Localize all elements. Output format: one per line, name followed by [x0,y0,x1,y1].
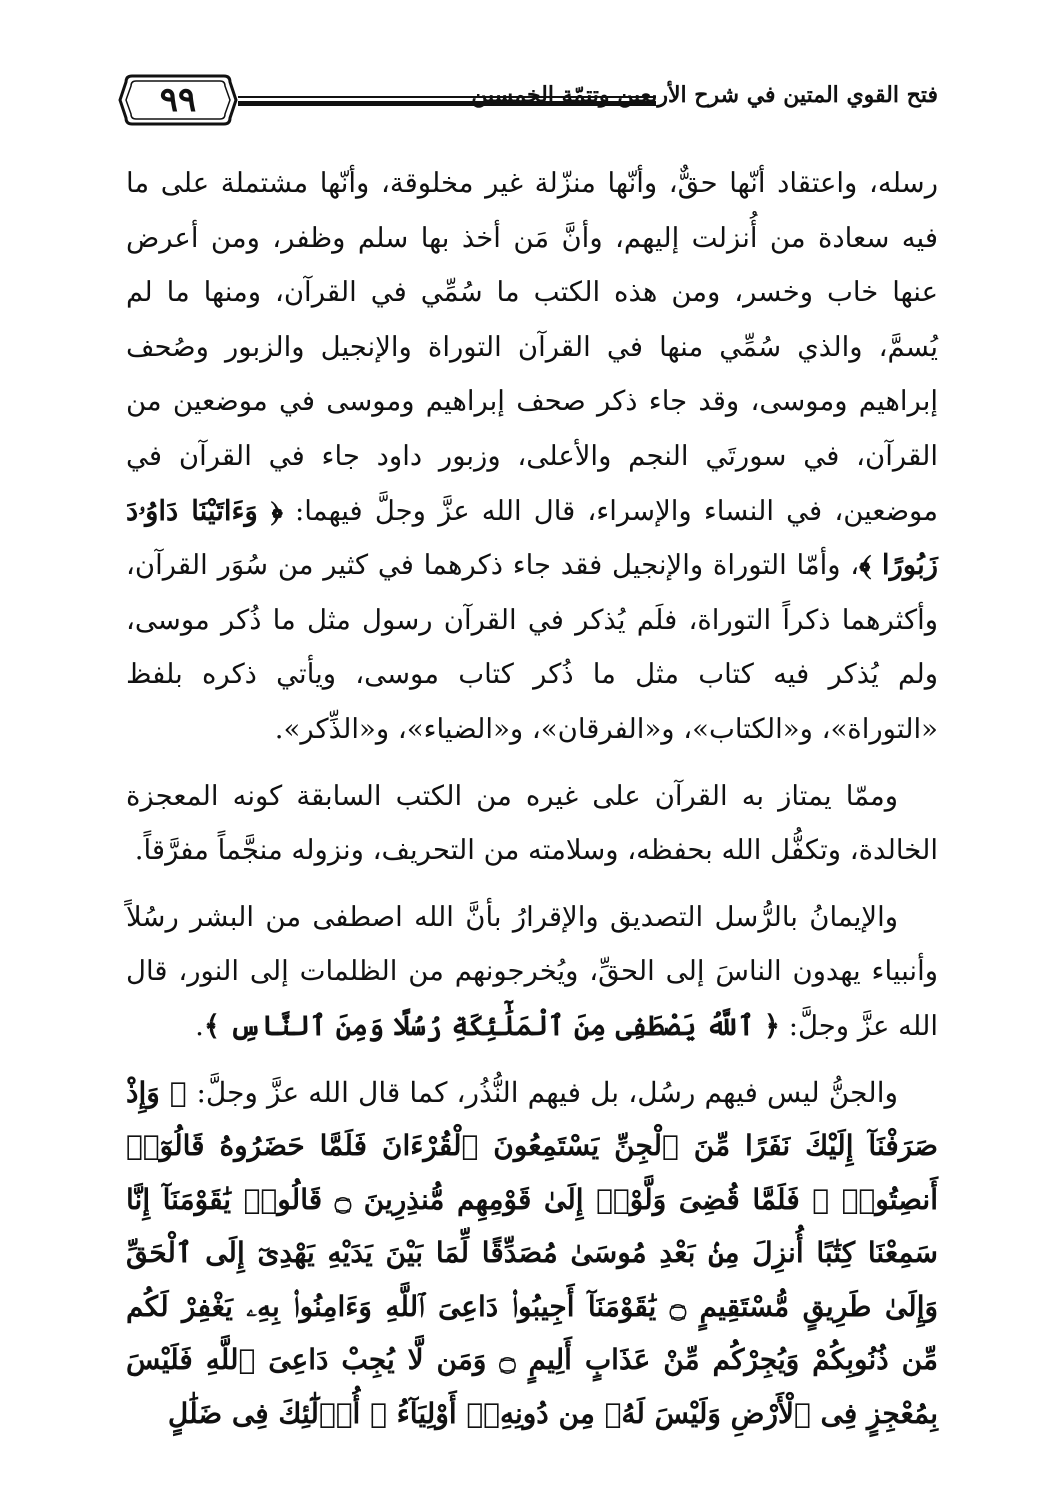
paragraph-text: رسله، واعتقاد أنّها حقٌّ، وأنّها منزّلة غير مخلوقة، وأنّها مشتملة على ما فيه سعادة من أُنزلت إليهم، وأنَّ مَن أخذ بها سلم وظفر، ومن أعرض عنها خاب وخسر، ومن هذه الكتب ما سُمِّي في القرآن، ومنها ما لم يُسمَّ، والذي سُمِّي منها في القرآن التوراة والإنجيل والزبور وصُحف إبراهيم وموسى، وقد جاء ذكر صحف إبراهيم وموسى في موضعين من القرآن، في سورتَي النجم والأعلى، وزبور داود جاء في القرآن في موضعين، في النساء والإسراء، قال الله عزَّ وجلَّ فيهما: [126,167,938,527]
page-number: ٩٩ [159,80,197,120]
page-header [100,66,940,138]
quran-verse: ﴿ وَإِذْ صَرَفْنَآ إِلَيْكَ نَفَرًا مِّنَ ٱلْجِنِّ يَسْتَمِعُونَ ٱلْقُرْءَانَ فَلَمَّا حَضَرُوهُ قَالُوٓا۟ أَنصِتُوا۟ ۖ فَلَمَّا قُضِىَ وَلَّوْا۟ إِلَىٰ قَوْمِهِم مُّنذِرِينَ ۝ قَالُوا۟ يَٰقَوْمَنَآ إِنَّا سَمِعْنَا كِتَٰبًا أُنزِلَ مِنۢ بَعْدِ مُوسَىٰ مُصَدِّقًا لِّمَا بَيْنَ يَدَيْهِ يَهْدِىٓ إِلَى ٱلْحَقِّ وَإِلَىٰ طَرِيقٍ مُّسْتَقِيمٍ ۝ يَٰقَوْمَنَآ أَجِيبُوا۟ دَاعِىَ ٱللَّهِ وَءَامِنُوا۟ بِهِۦ يَغْفِرْ لَكُم مِّن ذُنُوبِكُمْ وَيُجِرْكُم مِّنْ عَذَابٍ أَلِيمٍ ۝ وَمَن لَّا يُجِبْ دَاعِىَ ٱللَّهِ فَلَيْسَ بِمُعْجِزٍ فِى ٱلْأَرْضِ وَلَيْسَ لَهُۥ مِن دُونِهِۦٓ أَوْلِيَآءُ ۚ أُو۟لَٰٓئِكَ فِى ضَلَٰلٍ [126,1075,939,1430]
paragraph-text: والإيمانُ بالرُّسل التصديق والإقرارُ بأنَّ الله اصطفى من البشر رسُلاً وأنبياء يهدون الناسَ إلى الحقِّ، ويُخرجونهم من الظلمات إلى النور، قال الله عزَّ وجلَّ: [126,900,938,1042]
quran-verse: ﴿ وَءَاتَيْنَا دَاوُۥدَ زَبُورًا ﴾ [126,494,938,582]
page-body [126,156,938,1452]
paragraph-messengers [126,890,938,1054]
paragraph-text: والجنُّ ليس فيهم رسُل، بل فيهم النُّذُر، كما قال الله عزَّ وجلَّ: [196,1075,898,1109]
book-title: فتح القوي المتين في شرح الأربعين وتتمّة الخمسين [471,82,938,108]
page-number-badge [118,72,238,128]
quran-verse: ﴿ ٱللَّهُ يَصْطَفِى مِنَ ٱلْمَلَٰٓئِكَةِ رُسُلًا وَمِنَ ٱلنَّاسِ ﴾ [203,1009,780,1042]
paragraph-text: . [195,1009,204,1042]
paragraph-text: ، وأمّا التوراة والإنجيل فقد جاء ذكرهما في كثير من سُوَر القرآن، وأكثرهما ذكراً التوراة، فلَم يُذكر في القرآن رسول مثل ما ذُكر موسى، ولم يُذكر فيه كتاب مثل ما ذُكر كتاب موسى، ويأتي ذكره بلفظ «التوراة»، و«الكتاب»، و«الفرقان»، و«الضياء»، و«الذِّكر». [126,549,938,745]
paragraph-scriptures [126,156,938,757]
paragraph-jinn [126,1066,938,1441]
paragraph-quran-distinction: وممّا يمتاز به القرآن على غيره من الكتب السابقة كونه المعجزة الخالدة، وتكفُّل الله بحفظه، وسلامته من التحريف، ونزوله منجَّماً مفرَّقاً. [126,779,938,867]
